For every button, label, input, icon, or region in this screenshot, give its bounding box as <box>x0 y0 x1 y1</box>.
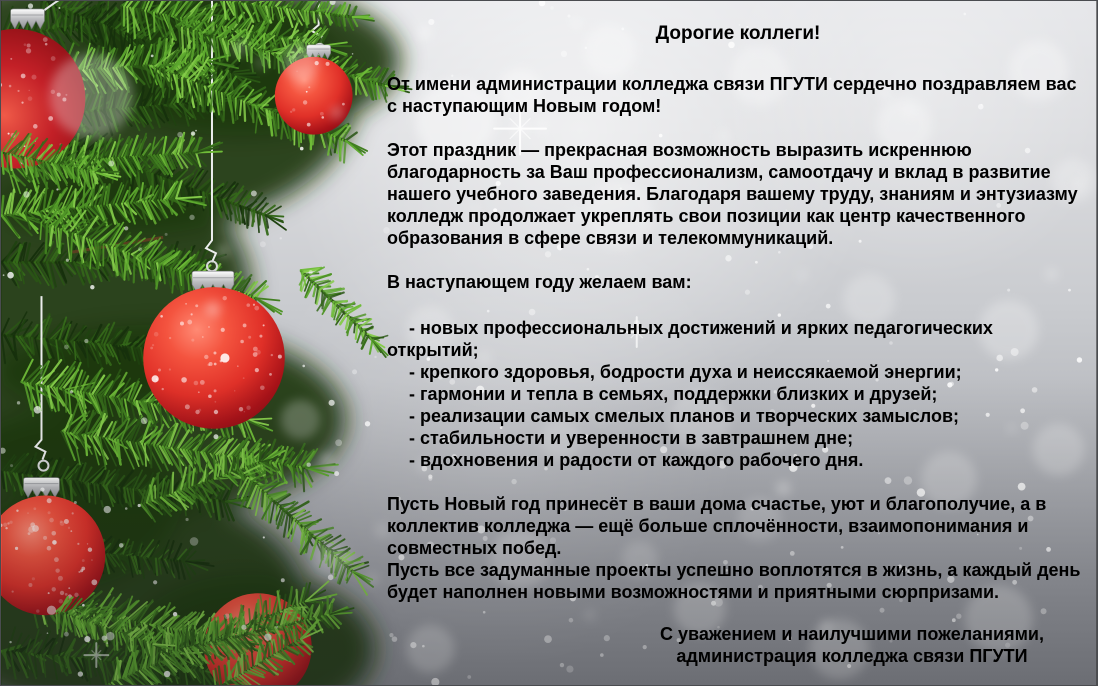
wish-item-4: - реализации самых смелых планов и творческих замыслов; <box>409 406 960 426</box>
blessing-paragraph: Пусть Новый год принесёт в ваши дома счастье, уют и благополучие, а в коллектив колледжа — ещё больше сплочённости, взаимопонимания и совместных побед. <box>387 494 1047 558</box>
wish-item-3: - гармонии и тепла в семьях, поддержки близких и друзей; <box>409 384 938 404</box>
signature-line-2: администрация колледжа связи ПГУТИ <box>676 646 1028 666</box>
wish-item-6: - вдохновения и радости от каждого рабочего дня. <box>409 450 864 470</box>
card-title: Дорогие коллеги! <box>655 23 821 44</box>
intro-paragraph: От имени администрации колледжа связи ПГУТИ сердечно поздравляем вас с наступающим Новым годом! <box>387 74 1077 116</box>
wishes-list <box>387 317 1089 471</box>
projects-paragraph: Пусть все задуманные проекты успешно воплотятся в жизнь, а каждый день будет наполнен новыми возможностями и приятными сюрпризами. <box>387 560 1081 602</box>
wish-item-2: - крепкого здоровья, бодрости духа и неиссякаемой энергии; <box>409 362 962 382</box>
greeting-text-column <box>387 1 1089 667</box>
signature-block <box>615 623 1089 667</box>
signature-line-1: С уважением и наилучшими пожеланиями, <box>660 624 1044 644</box>
wish-item-5: - стабильности и уверенности в завтрашнем дне; <box>409 428 854 448</box>
gratitude-paragraph: Этот праздник — прекрасная возможность выразить искреннюю благодарность за Ваш профессионализм, самоотдачу и вклад в развитие нашего учебного заведения. Благодаря вашему труду, знаниям и энтузиазму колледж продолжает укреплять свои позиции как центр качественного образования в сфере связи и телекоммуникаций. <box>387 140 1078 248</box>
wish-item-1: - новых профессиональных достижений и ярких педагогических открытий; <box>387 318 993 360</box>
wishes-heading: В наступающем году желаем вам: <box>387 272 692 292</box>
